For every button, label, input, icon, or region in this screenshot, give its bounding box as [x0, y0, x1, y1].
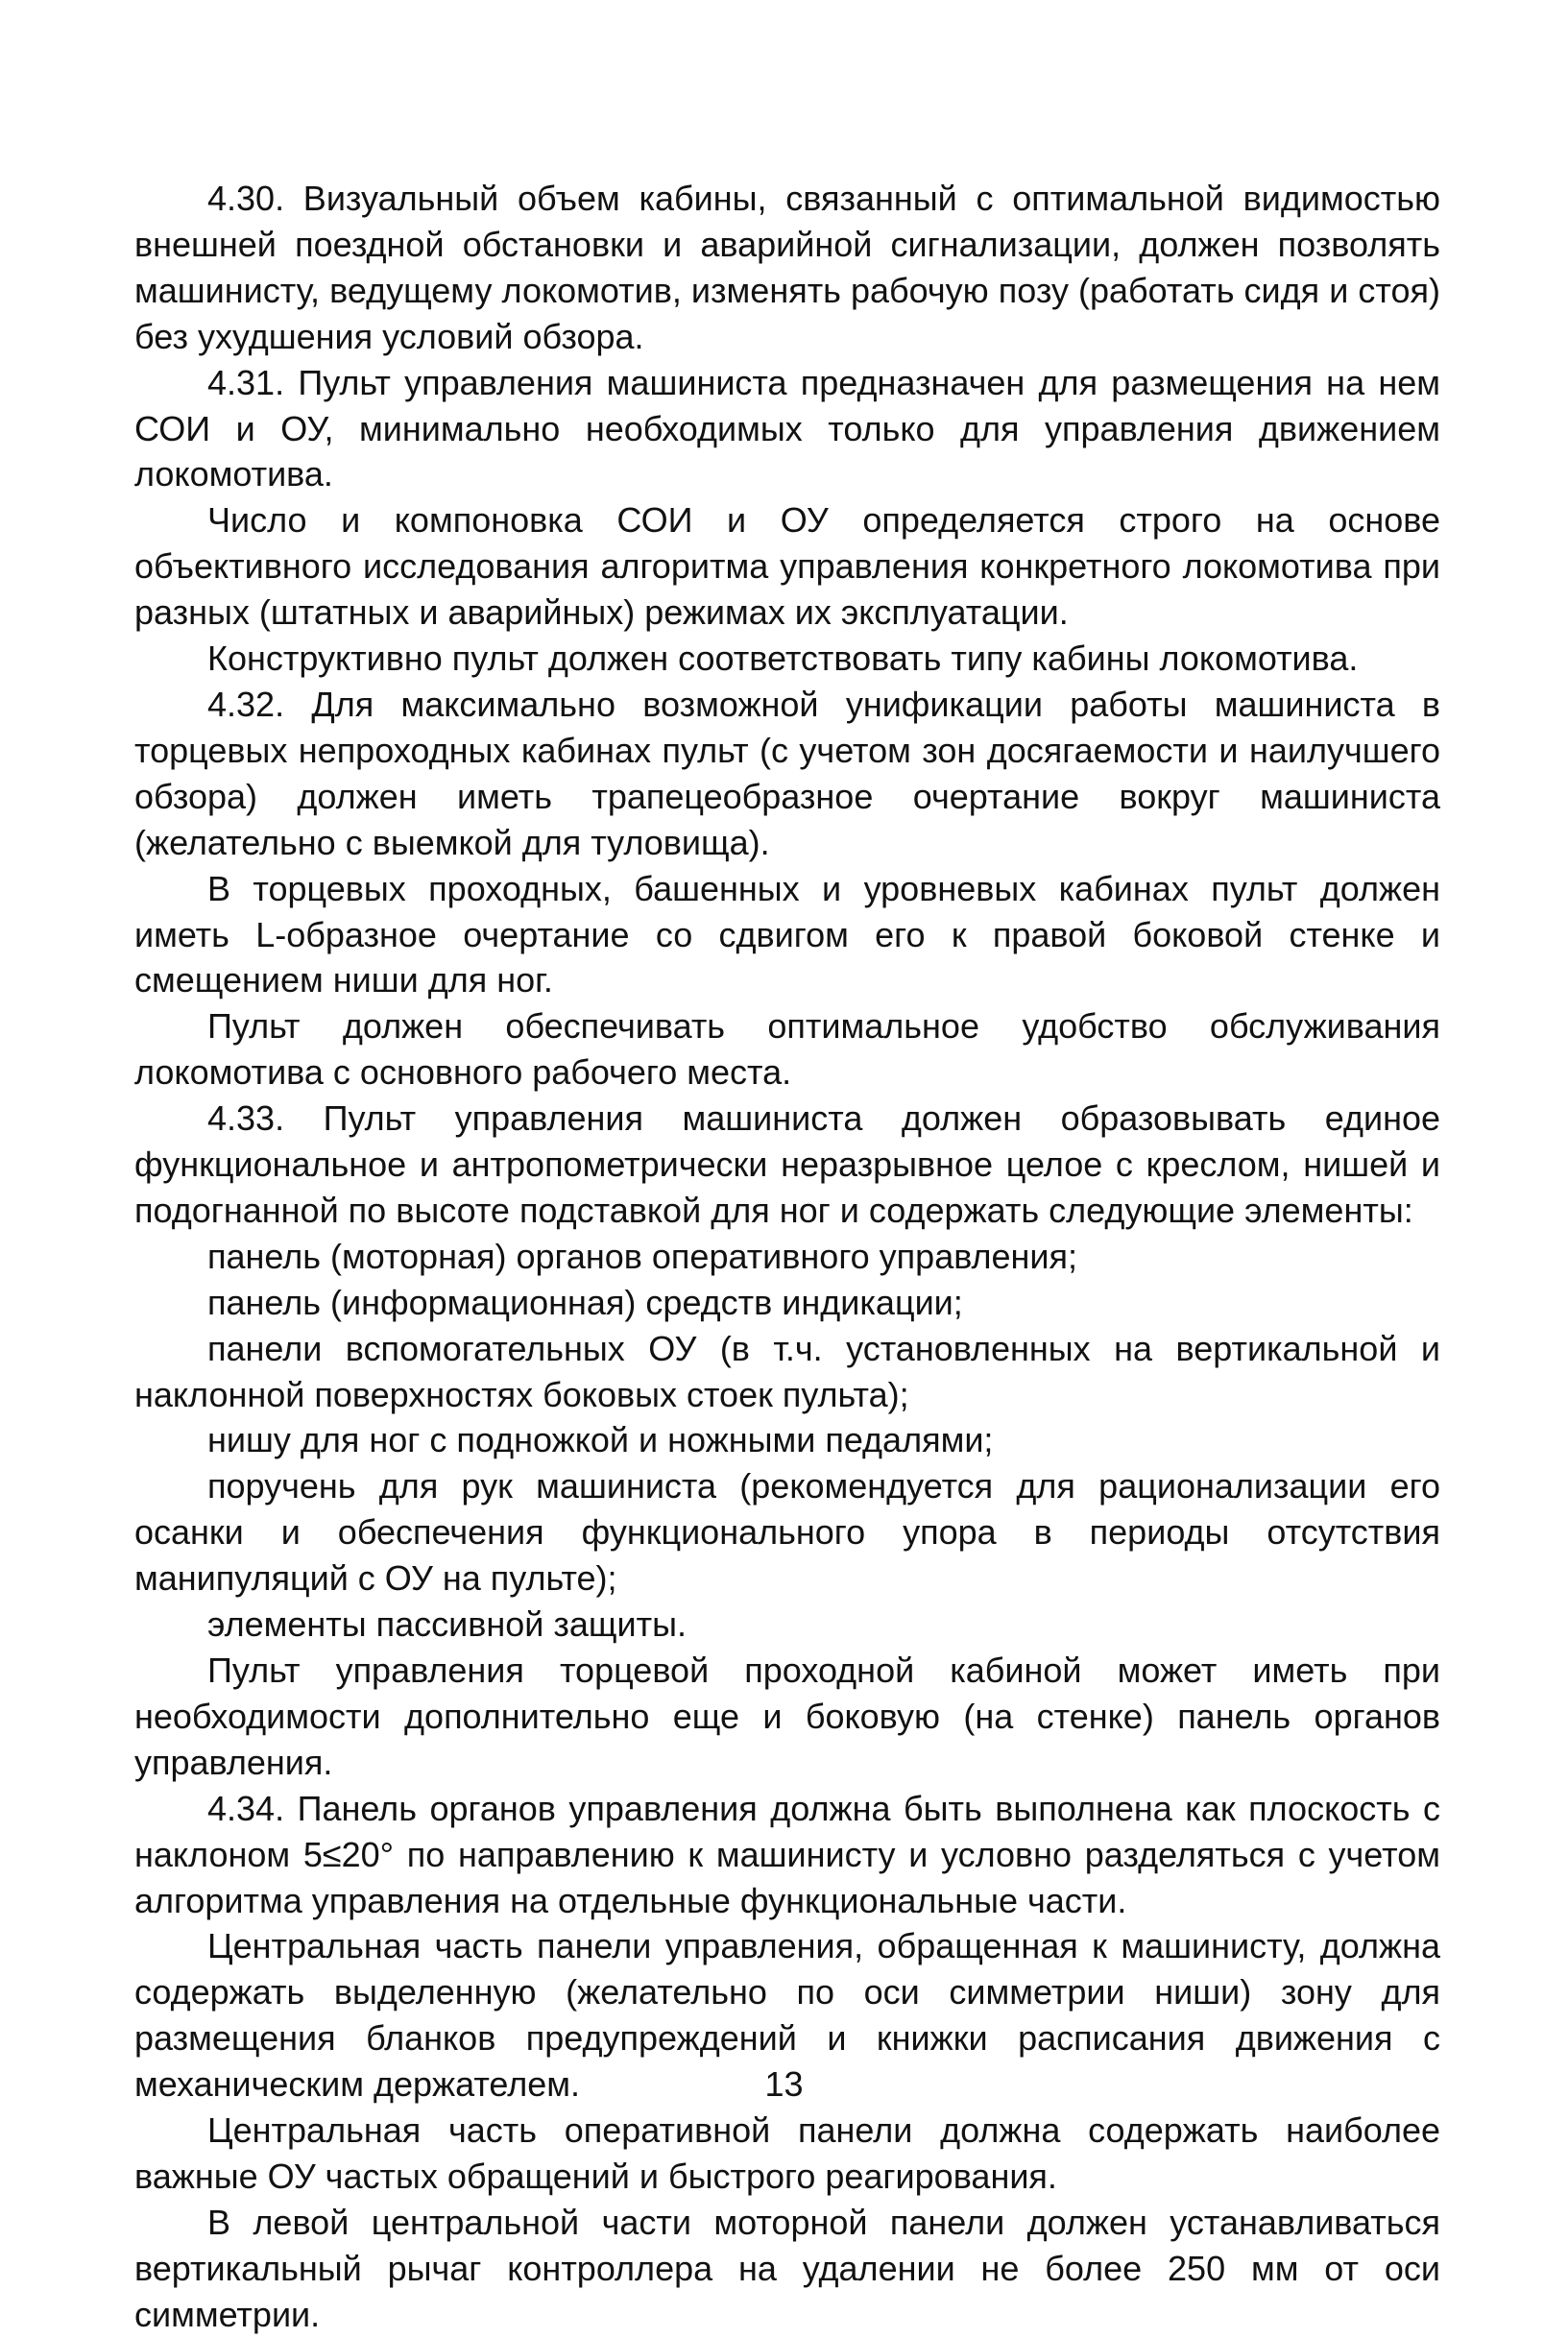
paragraph: Конструктивно пульт должен соответствовать типу кабины локомотива.	[207, 639, 1359, 679]
paragraph-4-31: 4.31. Пульт управления машиниста предназначен для размещения на нем СОИ и ОУ, минимально необходимых только для управления движением локомотива.	[134, 362, 1440, 494]
list-item: панель (моторная) органов оперативного управления;	[207, 1236, 1078, 1276]
list-item: нишу для ног с подножкой и ножными педалями;	[207, 1420, 994, 1460]
paragraph-4-34: 4.34. Панель органов управления должна быть выполнена как плоскость с наклоном 5≤20° по направлению к машинисту и условно разделяться с учетом алгоритма управления на отдельные функциональные части.	[134, 1788, 1440, 1920]
paragraph: В торцевых проходных, башенных и уровневых кабинах пульт должен иметь L-образное очертание со сдвигом его к правой боковой стенке и смещением ниши для ног.	[134, 868, 1440, 1000]
list-item: панели вспомогательных ОУ (в т.ч. установленных на вертикальной и наклонной поверхностях боковых стоек пульта);	[134, 1328, 1440, 1414]
paragraph: В левой центральной части моторной панели должен устанавливаться вертикальный рычаг контроллера на удалении не более 250 мм от оси симметрии.	[134, 2202, 1440, 2334]
list-item: поручень для рук машиниста (рекомендуется для рационализации его осанки и обеспечения функционального упора в периоды отсутствия манипуляций с ОУ на пульте);	[134, 1466, 1440, 1599]
paragraph: Пульт должен обеспечивать оптимальное удобство обслуживания локомотива с основного рабочего места.	[134, 1006, 1440, 1093]
page-number: 13	[764, 2064, 804, 2104]
paragraph: Число и компоновка СОИ и ОУ определяется строго на основе объективного исследования алгоритма управления конкретного локомотива при разных (штатных и аварийных) режимах их эксплуатации.	[134, 500, 1440, 633]
list-item: элементы пассивной защиты.	[207, 1604, 688, 1645]
paragraph: Пульт управления торцевой проходной кабиной может иметь при необходимости дополнительно еще и боковую (на стенке) панель органов управления.	[134, 1651, 1440, 1782]
paragraph-4-30: 4.30. Визуальный объем кабины, связанный с оптимальной видимостью внешней поездной обстановки и аварийной сигнализации, должен позволять машинисту, ведущему локомотив, изменять рабочую позу (работать сидя и стоя) без ухудшения условий обзора.	[134, 179, 1440, 356]
page-body	[134, 176, 1440, 2338]
paragraph: Центральная часть оперативной панели должна содержать наиболее важные ОУ частых обращений и быстрого реагирования.	[134, 2110, 1440, 2196]
paragraph-4-33: 4.33. Пульт управления машиниста должен образовывать единое функциональное и антропометрически неразрывное целое с креслом, нишей и подогнанной по высоте подставкой для ног и содержать следующие элементы:	[134, 1098, 1440, 1230]
list-item: панель (информационная) средств индикации;	[207, 1282, 963, 1322]
paragraph-4-32: 4.32. Для максимально возможной унификации работы машиниста в торцевых непроходных кабинах пульт (с учетом зон досягаемости и наилучшего обзора) должен иметь трапецеобразное очертание вокруг машиниста (желательно с выемкой для туловища).	[134, 684, 1440, 862]
paragraph: Центральная часть панели управления, обращенная к машинисту, должна содержать выделенную (желательно по оси симметрии ниши) зону для размещения бланков предупреждений и книжки расписания движения с механическим держателем.	[134, 1926, 1440, 2105]
